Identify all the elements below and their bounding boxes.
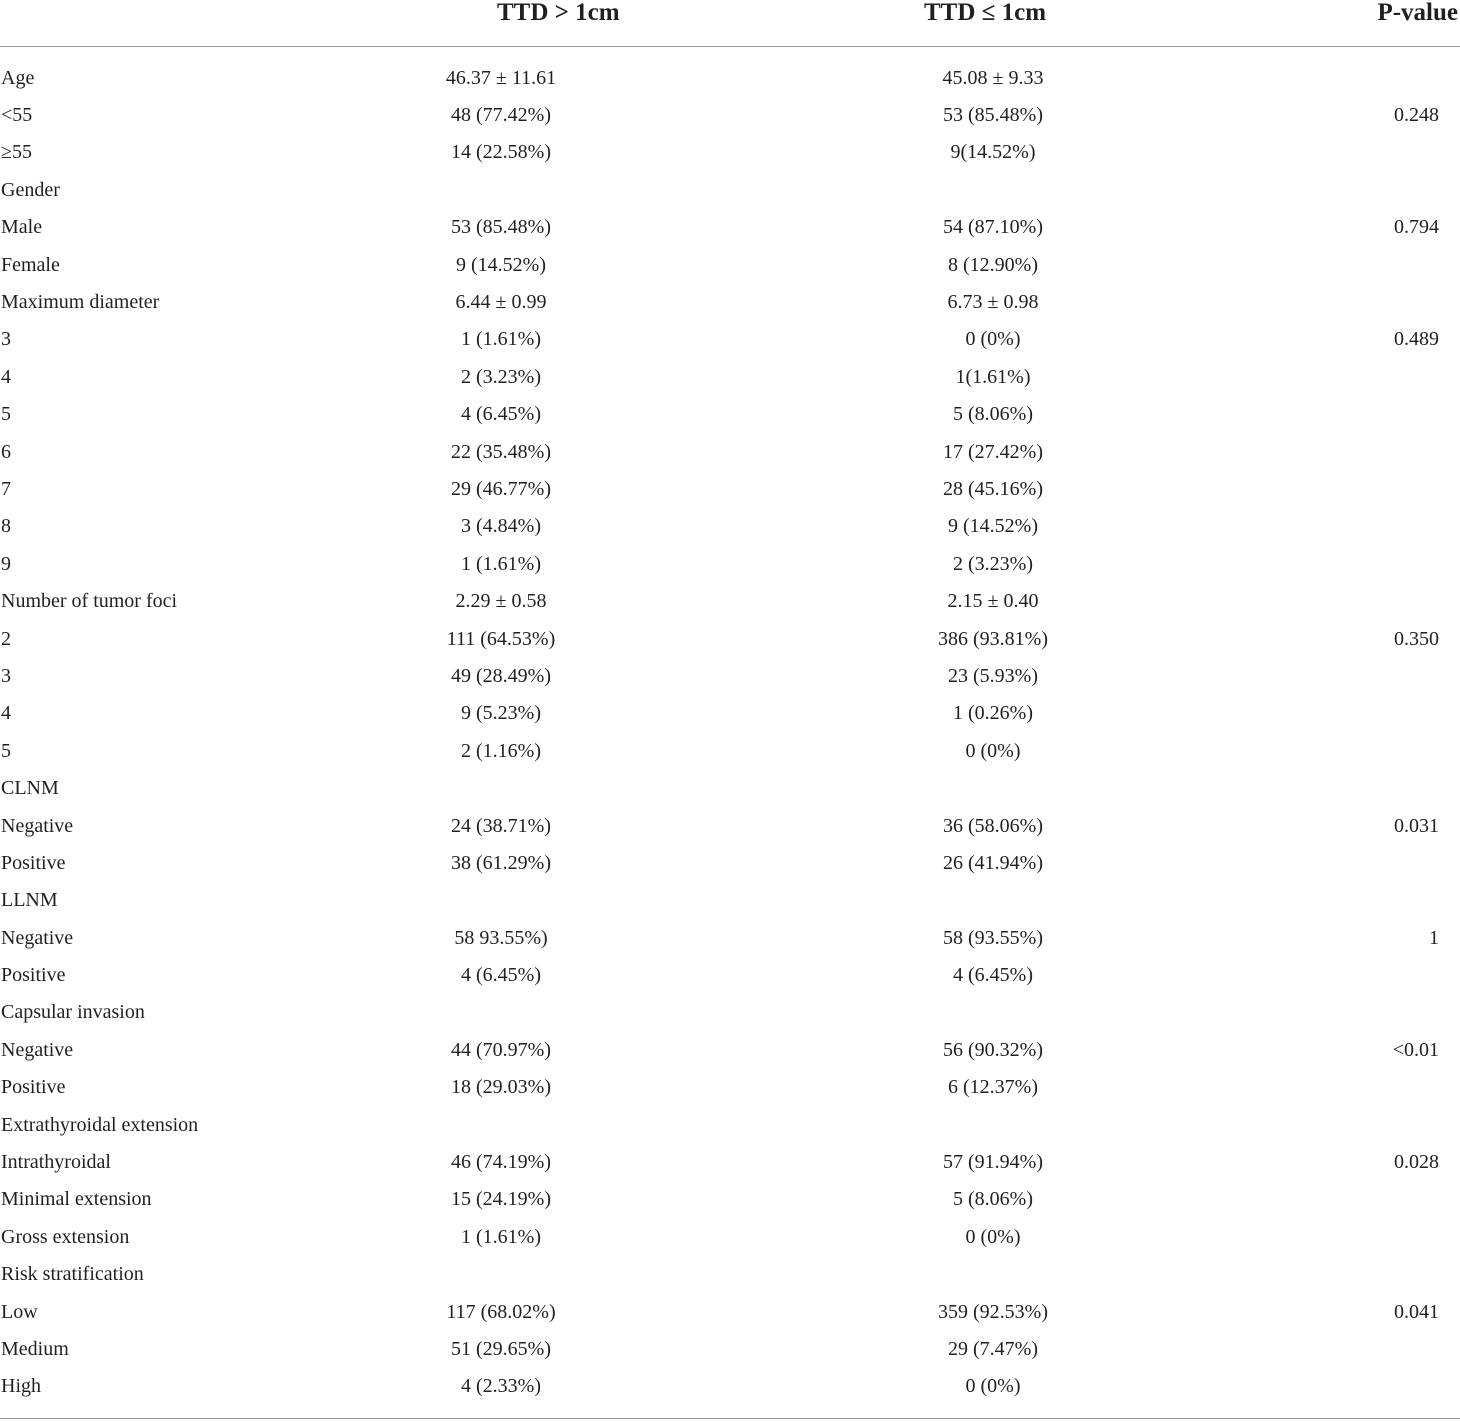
cell-p-value: [1208, 1181, 1460, 1218]
cell-ttd-greater-1cm: [330, 1293, 798, 1330]
table-row: [0, 807, 1460, 844]
cell-ttd-greater-1cm: [330, 396, 798, 433]
cell-p-value: [1208, 1218, 1460, 1255]
cell-ttd-le-1cm: [798, 545, 1208, 582]
cell-ttd-le-1cm: [798, 1031, 1208, 1068]
cell-value: 3 (4.84%): [461, 515, 541, 538]
cell-ttd-greater-1cm: [330, 1143, 798, 1180]
cell-ttd-le-1cm: [798, 1218, 1208, 1255]
row-label: 9: [1, 552, 11, 575]
table-row: [0, 620, 1460, 657]
cell-p-value: [1208, 171, 1460, 208]
cell-ttd-le-1cm: [798, 1069, 1208, 1106]
cell-ttd-greater-1cm: [330, 1256, 798, 1293]
cell-p-value: [1208, 396, 1460, 433]
cell-value: 17 (27.42%): [943, 440, 1043, 463]
cell-value: 53 (85.48%): [943, 104, 1043, 127]
table-body: [0, 47, 1460, 1406]
cell-ttd-greater-1cm: [330, 1069, 798, 1106]
table-row: [0, 956, 1460, 993]
row-label: Gross extension: [1, 1225, 130, 1248]
cell-value: 1 (0.26%): [953, 702, 1033, 725]
cell-value: 4 (6.45%): [461, 403, 541, 426]
table-row: [0, 1069, 1460, 1106]
cell-p-value: 0.350: [1394, 627, 1439, 650]
row-label: Risk stratification: [1, 1263, 144, 1286]
header-empty: [0, 0, 330, 47]
table-row: [0, 582, 1460, 619]
cell-value: 1 (1.61%): [461, 552, 541, 575]
cell-ttd-greater-1cm: [330, 96, 798, 133]
cell-value: 56 (90.32%): [943, 1038, 1043, 1061]
cell-value: 4 (2.33%): [461, 1375, 541, 1398]
cell-value: 28 (45.16%): [943, 477, 1043, 500]
cell-value: 46.37 ± 11.61: [445, 66, 557, 89]
table-row: [0, 1330, 1460, 1367]
cell-value: 2 (3.23%): [953, 552, 1033, 575]
cell-p-value: 1: [1429, 926, 1439, 949]
cell-value: 46 (74.19%): [451, 1151, 551, 1174]
row-label: 7: [1, 477, 11, 500]
row-label: Medium: [1, 1337, 69, 1360]
cell-ttd-le-1cm: [798, 807, 1208, 844]
cell-p-value: [1208, 134, 1460, 171]
cell-value: 22 (35.48%): [451, 440, 551, 463]
cell-p-value: <0.01: [1392, 1038, 1439, 1061]
row-label: 3: [1, 328, 11, 351]
row-label: Positive: [1, 1076, 66, 1099]
cell-ttd-greater-1cm: [330, 1031, 798, 1068]
row-label: Number of tumor foci: [1, 590, 178, 613]
table-row: [0, 396, 1460, 433]
header-row: [0, 0, 1460, 47]
cell-value: 51 (29.65%): [451, 1337, 551, 1360]
row-label: CLNM: [1, 777, 59, 800]
cell-ttd-greater-1cm: [330, 807, 798, 844]
cell-ttd-greater-1cm: [330, 882, 798, 919]
table-row: [0, 433, 1460, 470]
cell-value: 2 (1.16%): [461, 739, 541, 762]
cell-ttd-greater-1cm: [330, 1368, 798, 1405]
cell-value: 29 (7.47%): [948, 1337, 1038, 1360]
cell-p-value: 0.794: [1394, 216, 1439, 239]
cell-ttd-greater-1cm: [330, 769, 798, 806]
table-row: [0, 134, 1460, 171]
row-label: Positive: [1, 851, 66, 874]
row-label: Female: [1, 253, 60, 276]
cell-ttd-le-1cm: [798, 396, 1208, 433]
row-label: Maximum diameter: [1, 291, 160, 314]
cell-ttd-le-1cm: [798, 433, 1208, 470]
cell-value: 9 (14.52%): [456, 253, 546, 276]
row-label: Male: [1, 216, 43, 239]
cell-ttd-le-1cm: [798, 769, 1208, 806]
cell-p-value: [1208, 769, 1460, 806]
cell-ttd-le-1cm: [798, 657, 1208, 694]
cell-value: 57 (91.94%): [943, 1151, 1043, 1174]
table-row: [0, 358, 1460, 395]
cell-p-value: 0.489: [1394, 328, 1439, 351]
cell-value: 6.44 ± 0.99: [455, 291, 547, 314]
cell-ttd-le-1cm: [798, 844, 1208, 881]
cell-p-value: [1208, 1256, 1460, 1293]
table-row: [0, 96, 1460, 133]
table-row: [0, 695, 1460, 732]
row-label: Minimal extension: [1, 1188, 152, 1211]
cell-value: 58 (93.55%): [943, 926, 1043, 949]
table-row: [0, 1256, 1460, 1293]
cell-ttd-greater-1cm: [330, 582, 798, 619]
cell-p-value: [1208, 470, 1460, 507]
cell-ttd-le-1cm: [798, 1368, 1208, 1405]
cell-value: 49 (28.49%): [451, 664, 551, 687]
cell-value: 9(14.52%): [950, 141, 1036, 164]
cell-value: 29 (46.77%): [451, 477, 551, 500]
cell-ttd-le-1cm: [798, 47, 1208, 97]
cell-value: 45.08 ± 9.33: [942, 66, 1044, 89]
cell-ttd-greater-1cm: [330, 1181, 798, 1218]
cell-ttd-greater-1cm: [330, 283, 798, 320]
cell-p-value: [1208, 358, 1460, 395]
cell-ttd-le-1cm: [798, 882, 1208, 919]
cell-p-value: [1208, 844, 1460, 881]
cell-value: 0 (0%): [965, 328, 1021, 351]
row-label: Low: [1, 1300, 38, 1323]
cell-p-value: [1208, 433, 1460, 470]
cell-value: 359 (92.53%): [938, 1300, 1048, 1323]
header-ttd-le-1cm: TTD ≤ 1cm: [798, 0, 1208, 47]
cell-ttd-greater-1cm: [330, 620, 798, 657]
cell-ttd-le-1cm: [798, 1106, 1208, 1143]
cell-value: 14 (22.58%): [451, 141, 551, 164]
table-row: [0, 844, 1460, 881]
cell-p-value: 0.248: [1394, 104, 1439, 127]
cell-value: 54 (87.10%): [943, 216, 1043, 239]
table-row: [0, 470, 1460, 507]
cell-ttd-greater-1cm: [330, 321, 798, 358]
table-row: [0, 1181, 1460, 1218]
header-p-value: P-value: [1208, 0, 1460, 47]
cell-ttd-greater-1cm: [330, 1218, 798, 1255]
cell-value: 4 (6.45%): [461, 964, 541, 987]
cell-ttd-le-1cm: [798, 695, 1208, 732]
cell-value: 0 (0%): [965, 1225, 1021, 1248]
cell-value: 2.15 ± 0.40: [947, 590, 1039, 613]
row-label: 6: [1, 440, 11, 463]
cell-value: 18 (29.03%): [451, 1076, 551, 1099]
cell-value: 1(1.61%): [955, 365, 1031, 388]
row-label: Positive: [1, 964, 66, 987]
cell-value: 0 (0%): [965, 739, 1021, 762]
cell-value: 0 (0%): [965, 1375, 1021, 1398]
cell-ttd-greater-1cm: [330, 956, 798, 993]
row-label: 5: [1, 739, 11, 762]
cell-value: 26 (41.94%): [943, 851, 1043, 874]
cell-p-value: [1208, 1069, 1460, 1106]
table-row: [0, 994, 1460, 1031]
cell-ttd-greater-1cm: [330, 470, 798, 507]
cell-ttd-greater-1cm: [330, 433, 798, 470]
cell-p-value: [1208, 732, 1460, 769]
cell-p-value: [1208, 956, 1460, 993]
row-label: 3: [1, 664, 11, 687]
cell-value: 44 (70.97%): [451, 1038, 551, 1061]
cell-p-value: [1208, 1368, 1460, 1405]
cell-value: 117 (68.02%): [446, 1300, 556, 1323]
cell-value: 111 (64.53%): [446, 627, 556, 650]
cell-p-value: [1208, 695, 1460, 732]
table-row: [0, 209, 1460, 246]
cell-ttd-greater-1cm: [330, 171, 798, 208]
cell-ttd-le-1cm: [798, 283, 1208, 320]
row-label: 4: [1, 365, 11, 388]
row-label: Age: [1, 66, 35, 89]
cell-p-value: [1208, 1106, 1460, 1143]
cell-ttd-le-1cm: [798, 732, 1208, 769]
cell-ttd-greater-1cm: [330, 919, 798, 956]
table-row: [0, 882, 1460, 919]
cell-value: 5 (8.06%): [953, 403, 1033, 426]
table-row: [0, 47, 1460, 97]
row-label: Gender: [1, 178, 60, 201]
cell-p-value: [1208, 545, 1460, 582]
cell-ttd-le-1cm: [798, 582, 1208, 619]
cell-ttd-greater-1cm: [330, 657, 798, 694]
cell-value: 2 (3.23%): [461, 365, 541, 388]
cell-value: 53 (85.48%): [451, 216, 551, 239]
table-row: [0, 246, 1460, 283]
table-row: [0, 769, 1460, 806]
cell-p-value: 0.031: [1394, 814, 1439, 837]
cell-value: 4 (6.45%): [953, 964, 1033, 987]
cell-ttd-le-1cm: [798, 96, 1208, 133]
cell-value: 15 (24.19%): [451, 1188, 551, 1211]
table-row: [0, 657, 1460, 694]
cell-p-value: [1208, 657, 1460, 694]
cell-value: 1 (1.61%): [461, 328, 541, 351]
cell-p-value: [1208, 994, 1460, 1031]
cell-ttd-le-1cm: [798, 134, 1208, 171]
cell-p-value: [1208, 582, 1460, 619]
row-label: 5: [1, 403, 11, 426]
cell-ttd-le-1cm: [798, 508, 1208, 545]
cell-ttd-le-1cm: [798, 994, 1208, 1031]
row-label: Negative: [1, 1038, 74, 1061]
row-label: 2: [1, 627, 11, 650]
cell-ttd-le-1cm: [798, 1293, 1208, 1330]
cell-value: 5 (8.06%): [953, 1188, 1033, 1211]
table-row: [0, 321, 1460, 358]
cell-ttd-greater-1cm: [330, 844, 798, 881]
row-label: Intrathyroidal: [1, 1151, 111, 1174]
cell-value: 38 (61.29%): [451, 851, 551, 874]
cell-value: 9 (5.23%): [461, 702, 541, 725]
row-label: Negative: [1, 926, 74, 949]
row-label: 8: [1, 515, 11, 538]
cell-value: 6.73 ± 0.98: [947, 291, 1039, 314]
cell-ttd-greater-1cm: [330, 209, 798, 246]
row-label: Extrathyroidal extension: [1, 1113, 199, 1136]
row-label: Negative: [1, 814, 74, 837]
cell-value: 36 (58.06%): [943, 814, 1043, 837]
cell-ttd-le-1cm: [798, 1330, 1208, 1367]
cell-ttd-le-1cm: [798, 620, 1208, 657]
table-row: [0, 1368, 1460, 1405]
cell-ttd-greater-1cm: [330, 1330, 798, 1367]
table-row: [0, 919, 1460, 956]
table-row: [0, 1143, 1460, 1180]
table-row: [0, 171, 1460, 208]
cell-ttd-greater-1cm: [330, 1106, 798, 1143]
cell-p-value: [1208, 882, 1460, 919]
cell-p-value: [1208, 1330, 1460, 1367]
row-label: Capsular invasion: [1, 1001, 145, 1024]
cell-value: 23 (5.93%): [948, 664, 1038, 687]
header-ttd-greater-1cm: TTD > 1cm: [330, 0, 798, 47]
cell-ttd-le-1cm: [798, 1143, 1208, 1180]
cell-ttd-le-1cm: [798, 919, 1208, 956]
cell-value: 24 (38.71%): [451, 814, 551, 837]
table-row: [0, 508, 1460, 545]
cell-ttd-greater-1cm: [330, 134, 798, 171]
cell-ttd-le-1cm: [798, 246, 1208, 283]
cell-ttd-greater-1cm: [330, 47, 798, 97]
cell-ttd-greater-1cm: [330, 358, 798, 395]
cell-value: 48 (77.42%): [451, 104, 551, 127]
cell-ttd-greater-1cm: [330, 508, 798, 545]
cell-ttd-le-1cm: [798, 358, 1208, 395]
cell-value: 6 (12.37%): [948, 1076, 1038, 1099]
cell-ttd-le-1cm: [798, 956, 1208, 993]
table-row: [0, 1218, 1460, 1255]
row-label: 4: [1, 702, 11, 725]
row-label: High: [1, 1375, 41, 1398]
cell-ttd-le-1cm: [798, 1256, 1208, 1293]
cell-ttd-greater-1cm: [330, 695, 798, 732]
cell-value: 8 (12.90%): [948, 253, 1038, 276]
cell-p-value: [1208, 47, 1460, 97]
cell-ttd-greater-1cm: [330, 994, 798, 1031]
table-row: [0, 283, 1460, 320]
row-label: ≥55: [1, 141, 32, 164]
table-bottom-rule: [0, 1418, 1460, 1419]
row-label: LLNM: [1, 889, 58, 912]
cell-p-value: [1208, 246, 1460, 283]
table-row: [0, 545, 1460, 582]
cell-ttd-greater-1cm: [330, 732, 798, 769]
cell-ttd-greater-1cm: [330, 545, 798, 582]
cell-ttd-le-1cm: [798, 470, 1208, 507]
cell-value: 386 (93.81%): [938, 627, 1048, 650]
cell-value: 9 (14.52%): [948, 515, 1038, 538]
cell-ttd-le-1cm: [798, 321, 1208, 358]
cell-p-value: [1208, 283, 1460, 320]
table-row: [0, 1293, 1460, 1330]
cell-ttd-le-1cm: [798, 171, 1208, 208]
cell-p-value: 0.041: [1394, 1300, 1439, 1323]
table-row: [0, 732, 1460, 769]
table-row: [0, 1031, 1460, 1068]
cell-p-value: 0.028: [1394, 1151, 1439, 1174]
cell-ttd-le-1cm: [798, 1181, 1208, 1218]
table-row: [0, 1106, 1460, 1143]
cell-ttd-le-1cm: [798, 209, 1208, 246]
cell-value: 58 93.55%): [454, 926, 548, 949]
cell-value: 1 (1.61%): [461, 1225, 541, 1248]
cell-p-value: [1208, 508, 1460, 545]
row-label: <55: [1, 104, 33, 127]
cell-ttd-greater-1cm: [330, 246, 798, 283]
cell-value: 2.29 ± 0.58: [455, 590, 547, 613]
